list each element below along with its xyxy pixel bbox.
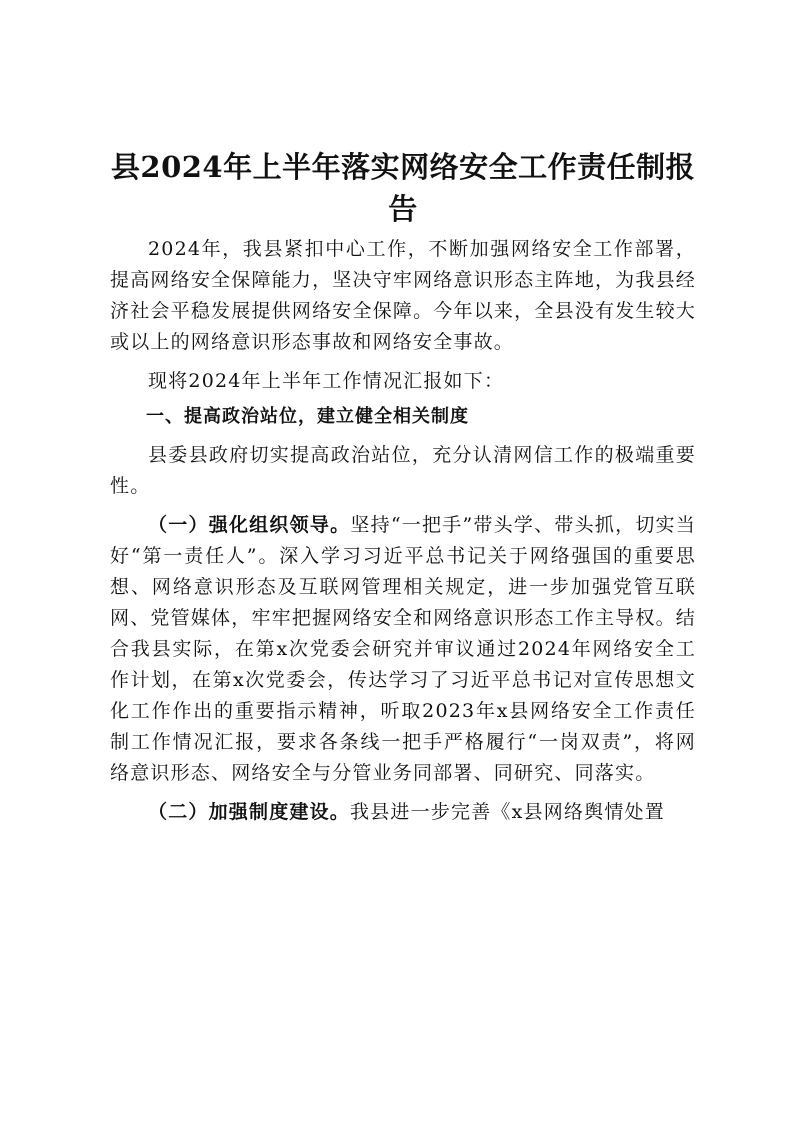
section-paragraph: 县委县政府切实提高政治站位，充分认清网信工作的极端重要性。	[110, 444, 696, 497]
document-title: 县2024年上半年落实网络安全工作责任制报告	[110, 150, 696, 226]
item-paragraph-2	[110, 797, 696, 828]
item-lead-1: （一）强化组织领导。	[148, 514, 351, 536]
section-heading: 一、提高政治站位，建立健全相关制度	[146, 406, 469, 427]
item-text-1: 坚持“一把手”带头学、带头抓，切实当好“第一责任人”。深入学习习近平总书记关于网络强国的重要思想、网络意识形态及互联网管理相关规定，进一步加强党管互联网、党管媒体，牢牢把握网络安全和网络意识形态工作主导权。结合我县实际，在第x次党委会研究并审议通过2024年网络安全工作计划，在第x次党委会，传达学习了习近平总书记对宣传思想文化工作作出的重要指示精神，听取2023年x县网络安全工作责任制工作情况汇报，要求各条线一把手严格履行“一岗双责”，将网络意识形态、网络安全与分管业务同部署、同研究、同落实。	[110, 514, 696, 784]
document-body	[110, 234, 696, 832]
report-intro: 现将2024年上半年工作情况汇报如下：	[148, 370, 505, 392]
item-lead-2: （二）加强制度建设。	[148, 801, 351, 823]
item-text-2: 我县进一步完善《x县网络舆情处置	[350, 801, 665, 823]
intro-paragraph: 2024年，我县紧扣中心工作，不断加强网络安全工作部署，提高网络安全保障能力，坚决守牢网络意识形态主阵地，为我县经济社会平稳发展提供网络安全保障。今年以来，全县没有发生较大或以上的网络意识形态事故和网络安全事故。	[110, 238, 696, 353]
item-paragraph-1	[110, 510, 696, 789]
